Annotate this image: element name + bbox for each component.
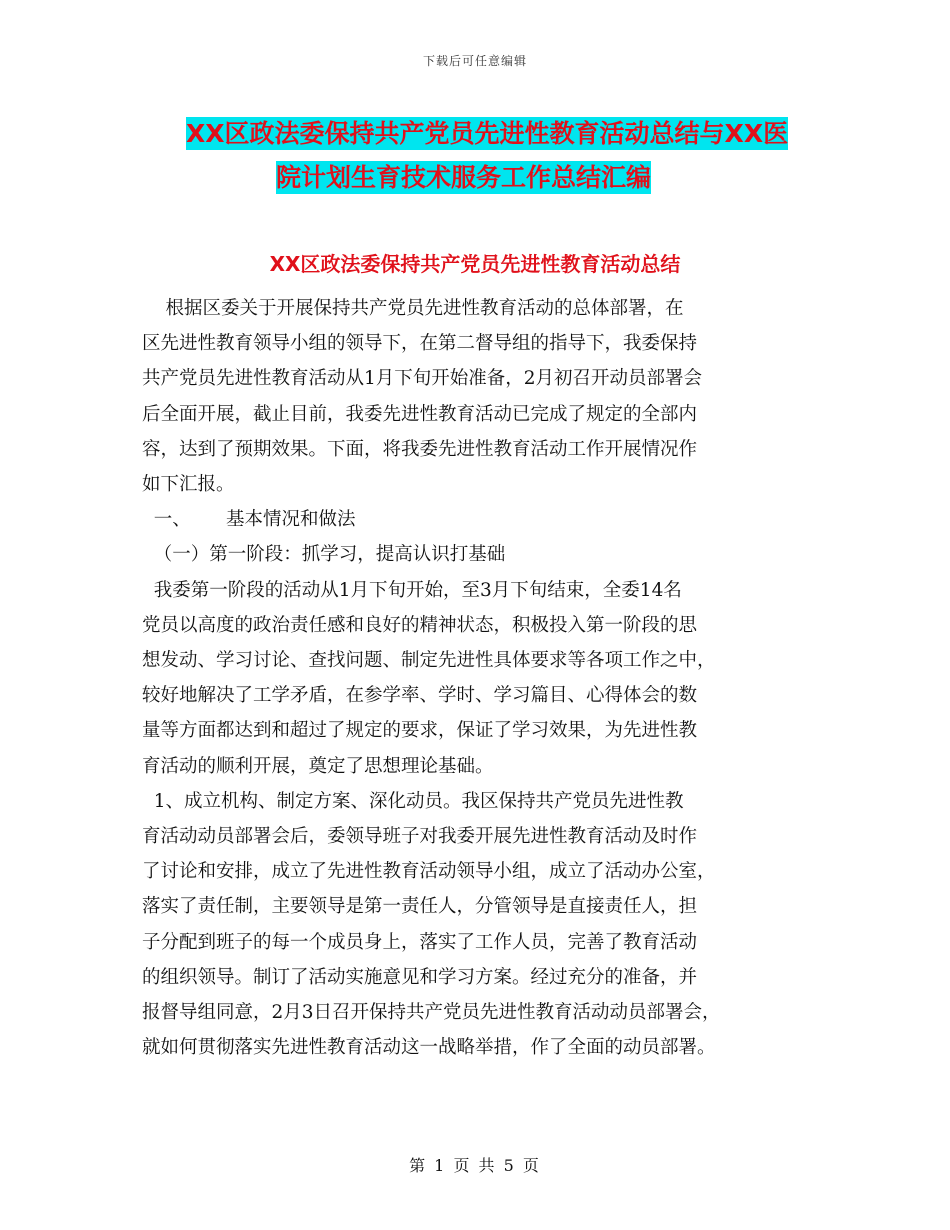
body-line: 就如何贯彻落实先进性教育活动这一战略举措，作了全面的动员部署。 [142, 1037, 716, 1059]
body-line: 如下汇报。 [142, 474, 235, 496]
body-line: 我委第一阶段的活动从1月下旬开始，至3月下旬结束，全委14名 [142, 579, 682, 601]
body-line: 子分配到班子的每一个成员身上，落实了工作人员，完善了教育活动 [142, 931, 698, 953]
body-line: 共产党员先进性教育活动从1月下旬开始准备，2月初召开动员部署会 [142, 368, 703, 390]
body-line: 量等方面都达到和超过了规定的要求，保证了学习效果，为先进性教 [142, 720, 698, 742]
document-title-line-1 [130, 112, 830, 156]
page-number: 第 1 页 共 5 页 [409, 1156, 541, 1175]
section-title: XX区政法委保持共产党员先进性教育活动总结 [269, 252, 681, 276]
body-line: 1、成立机构、制定方案、深化动员。我区保持共产党员先进性教 [142, 790, 684, 812]
body-line: 根据区委关于开展保持共产党员先进性教育活动的总体部署，在 [142, 298, 684, 319]
page-header: 下载后可任意编辑 [422, 54, 527, 68]
title-highlight-2: 院计划生育技术服务工作总结汇编 [276, 163, 652, 192]
document-title [130, 112, 830, 200]
body-line: 了讨论和安排，成立了先进性教育活动领导小组，成立了活动办公室， [142, 861, 716, 883]
body-text [142, 291, 822, 1065]
body-line: 想发动、学习讨论、查找问题、制定先进性具体要求等各项工作之中， [142, 650, 716, 672]
body-line: 育活动动员部署会后，委领导班子对我委开展先进性教育活动及时作 [142, 826, 698, 848]
body-line: 报督导组同意，2月3日召开保持共产党员先进性教育活动动员部署会， [142, 1002, 721, 1024]
title-highlight-1: XX区政法委保持共产党员先进性教育活动总结与XX医 [186, 119, 789, 148]
body-line: 区先进性教育领导小组的领导下，在第二督导组的指导下，我委保持 [142, 333, 698, 355]
body-line: 育活动的顺利开展，奠定了思想理论基础。 [142, 755, 494, 777]
document-title-line-2 [130, 156, 830, 200]
body-line: 容，达到了预期效果。下面，将我委先进性教育活动工作开展情况作 [142, 438, 698, 460]
heading-first-stage: （一）第一阶段：抓学习，提高认识打基础 [142, 544, 506, 566]
body-line: 后全面开展，截止目前，我委先进性教育活动已完成了规定的全部内 [142, 403, 698, 425]
body-line: 落实了责任制，主要领导是第一责任人，分管领导是直接责任人，担 [142, 896, 698, 918]
heading-basic-situation: 一、 基本情况和做法 [142, 509, 356, 531]
body-line: 的组织领导。制订了活动实施意见和学习方案。经过充分的准备，并 [142, 966, 698, 988]
body-line: 较好地解决了工学矛盾，在参学率、学时、学习篇目、心得体会的数 [142, 685, 698, 707]
body-line: 党员以高度的政治责任感和良好的精神状态，积极投入第一阶段的思 [142, 614, 698, 636]
